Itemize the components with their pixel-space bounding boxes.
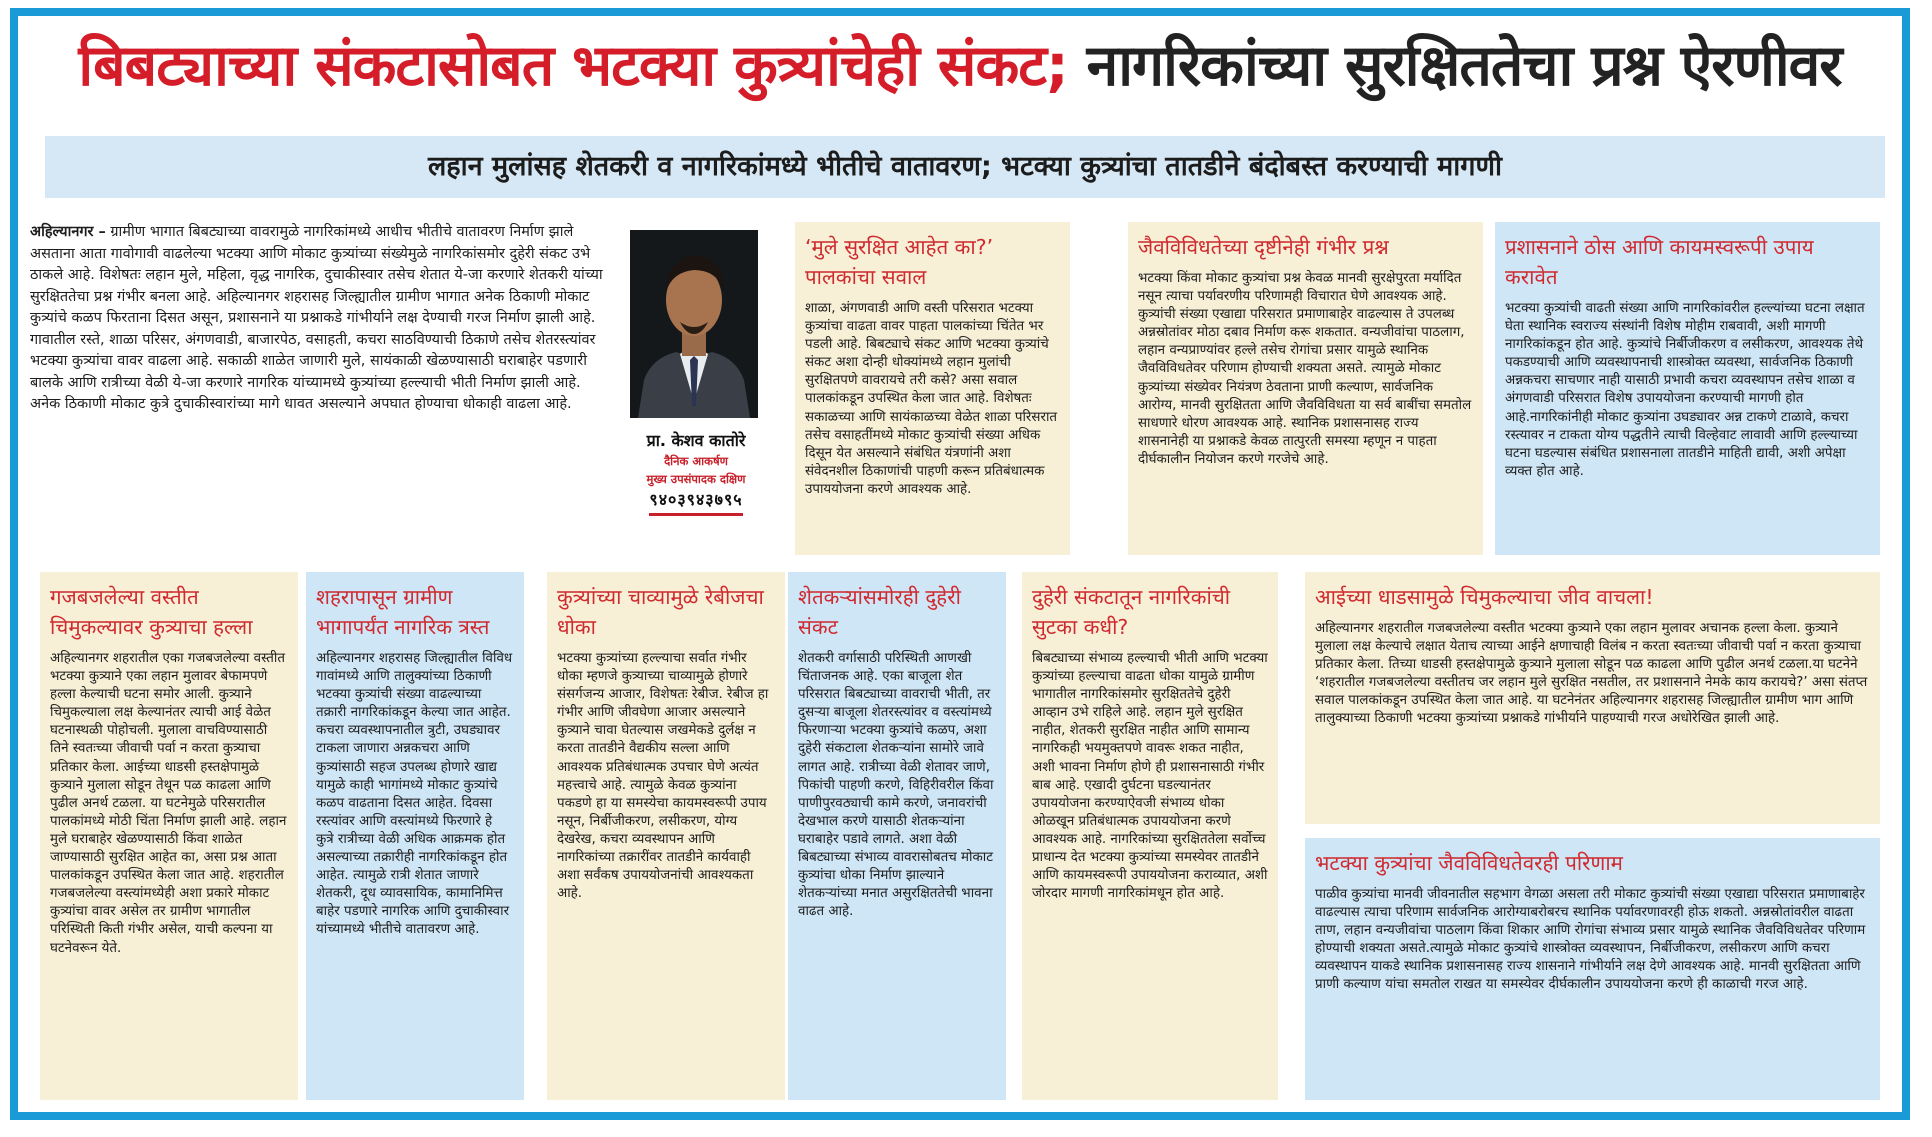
author-byline	[622, 430, 770, 516]
article-title: भटक्या कुत्र्यांचा जैवविविधतेवरही परिणाम	[1315, 851, 1623, 875]
article-title: आईच्या धाडसामुळे चिमुकल्याचा जीव वाचला!	[1315, 585, 1654, 609]
article-title: ‘मुले सुरक्षित आहेत का?’ पालकांचा सवाल	[805, 235, 994, 289]
author-photo-image	[630, 230, 758, 418]
headline	[18, 30, 1902, 102]
article-title: जैवविविधतेच्या दृष्टीनेही गंभीर प्रश्न	[1138, 235, 1389, 259]
article-text: बिबट्याच्या संभाव्य हल्ल्याची भीती आणि भटक्या कुत्र्यांच्या हल्ल्याचा वाढता धोका यामुळे ग्रामीण भागातील नागरिकांसमोर सुरक्षिततेचे दुहेरी आव्हान उभे राहिले आहे. लहान मुले सुरक्षित नाहीत, शेतकरी सुरक्षित नाहीत आणि सामान्य नागरिकही भयमुक्तपणे वावरू शकत नाहीत, अशी भावना निर्माण होणे ही प्रशासनासाठी गंभीर बाब आहे. एखादी दुर्घटना घडल्यानंतर उपाययोजना करण्याऐवजी संभाव्य धोका ओळखून प्रतिबंधात्मक उपाययोजना करणे आवश्यक आहे. नागरिकांच्या सुरक्षिततेला सर्वोच्च प्राधान्य देत भटक्या कुत्र्यांच्या समस्येवर तातडीने आणि कायमस्वरूपी उपाययोजना कराव्यात, अशी जोरदार मागणी नागरिकांमधून होत आहे.	[1032, 651, 1268, 902]
article-title: शहरापासून ग्रामीण भागापर्यंत नागरिक त्रस्त	[316, 585, 490, 639]
article-box-relief-when	[1022, 572, 1278, 1100]
article-text: भटक्या किंवा मोकाट कुत्र्यांचा प्रश्न केवळ मानवी सुरक्षेपुरता मर्यादित नसून त्याचा पर्यावरणीय परिणामही विचारात घेणे आवश्यक आहे. कुत्र्यांची संख्या एखाद्या परिसरात प्रमाणाबाहेर वाढल्यास ते उपलब्ध अन्नस्रोतांवर मोठा दबाव निर्माण करू शकतात. वन्यजीवांचा पाठलाग, लहान वन्यप्राण्यांवर हल्ले तसेच रोगांचा प्रसार यामुळे स्थानिक जैवविविधतेवर परिणाम होण्याची शक्यता असते. त्यामुळे मोकाट कुत्र्यांच्या संख्येवर नियंत्रण ठेवताना प्राणी कल्याण, सार्वजनिक आरोग्य, मानवी सुरक्षितता आणि जैवविविधता या सर्व बाबींचा समतोल साधणारे धोरण आवश्यक आहे. स्थानिक प्रशासनासह राज्य शासनानेही या प्रश्नाकडे केवळ तात्पुरती समस्या म्हणून न पाहता दीर्घकालीन नियोजन करणे गरजेचे आहे.	[1138, 271, 1472, 467]
article-title: कुत्र्यांच्या चाव्यामुळे रेबीजचा धोका	[557, 585, 764, 639]
article-title: दुहेरी संकटातून नागरिकांची सुटका कधी?	[1032, 585, 1231, 639]
headline-red: बिबट्याच्या संकटासोबत भटक्या कुत्र्यांचेही संकट;	[78, 33, 1068, 99]
article-box-biodiversity-impact	[1305, 838, 1880, 1100]
article-box-administration	[1495, 222, 1880, 555]
article-box-mother-courage	[1305, 572, 1880, 824]
article-title: शेतकऱ्यांसमोरही दुहेरी संकट	[798, 585, 961, 639]
article-text: पाळीव कुत्र्यांचा मानवी जीवनातील सहभाग वेगळा असला तरी मोकाट कुत्र्यांची संख्या एखाद्या परिसरात प्रमाणाबाहेर वाढल्यास त्याचा परिणाम सार्वजनिक आरोग्याबरोबरच स्थानिक पर्यावरणावरही होऊ शकतो. अन्नस्रोतांवरील वाढता ताण, लहान वन्यजीवांचा पाठलाग किंवा शिकार आणि रोगांचा संभाव्य प्रसार यामुळे स्थानिक जैवविविधतेवर परिणाम होण्याची शक्यता असते.त्यामुळे मोकाट कुत्र्यांचे शास्त्रोक्त व्यवस्थापन, निर्बीजीकरण, लसीकरण आणि कचरा व्यवस्थापन याकडे स्थानिक प्रशासनासह राज्य शासनाने गांभीर्याने लक्ष देणे आवश्यक आहे. मानवी सुरक्षितता आणि प्राणी कल्याण यांचा समतोल राखत या समस्येवर दीर्घकालीन उपाययोजना करणे ही काळाची गरज आहे.	[1315, 887, 1866, 993]
article-text: अहिल्यानगर शहरातील गजबजलेल्या वस्तीत भटक्या कुत्र्याने एका लहान मुलावर अचानक हल्ला केला. कुत्र्याने मुलाला लक्ष केल्याचे लक्षात येताच त्याच्या आईने क्षणाचाही विलंब न करता स्वतःच्या जीवाची पर्वा न करता कुत्र्याचा प्रतिकार केला. तिच्या धाडसी हस्तक्षेपामुळे कुत्र्याने मुलाला सोडून पळ काढला आणि पुढील अनर्थ टळला.या घटनेने ‘शहरातील गजबजलेल्या वस्तीतच जर लहान मुले सुरक्षित नसतील, तर प्रशासनाने नेमके काय करायचे?’ असा संतप्त सवाल पालकांकडून उपस्थित केला जात आहे. या घटनेनंतर अहिल्यानगर शहरासह जिल्ह्यातील ग्रामीण भाग आणि तालुक्याच्या ठिकाणी भटक्या कुत्र्यांच्या प्रश्नाकडे गांभीर्याने पाहण्याची गरज अधोरेखित झाली आहे.	[1315, 621, 1868, 727]
article-title: गजबजलेल्या वस्तीत चिमुकल्यावर कुत्र्याचा हल्ला	[50, 585, 253, 639]
article-text: भटक्या कुत्र्यांच्या हल्ल्याचा सर्वात गंभीर धोका म्हणजे कुत्र्याच्या चाव्यामुळे होणारे संसर्गजन्य आजार, विशेषतः रेबीज. रेबीज हा गंभीर आणि जीवघेणा आजार असल्याने कुत्र्याने चावा घेतल्यास जखमेकडे दुर्लक्ष न करता तातडीने वैद्यकीय सल्ला आणि आवश्यक प्रतिबंधात्मक उपचार घेणे अत्यंत महत्त्वाचे आहे. त्यामुळे केवळ कुत्र्यांना पकडणे हा या समस्येचा कायमस्वरूपी उपाय नसून, निर्बीजीकरण, लसीकरण, योग्य देखरेख, कचरा व्यवस्थापन आणि नागरिकांच्या तक्रारींवर तातडीने कार्यवाही अशा सर्वंकष उपाययोजनांची आवश्यकता आहे.	[557, 651, 769, 902]
article-text: शेतकरी वर्गासाठी परिस्थिती आणखी चिंताजनक आहे. एका बाजूला शेत परिसरात बिबट्याच्या वावराची भीती, तर दुसऱ्या बाजूला शेतरस्त्यांवर व वस्त्यांमध्ये फिरणाऱ्या भटक्या कुत्र्यांचे कळप, अशा दुहेरी संकटाला शेतकऱ्यांना सामोरे जावे लागत आहे. रात्रीच्या वेळी शेतावर जाणे, पिकांची पाहणी करणे, विहिरीवरील किंवा पाणीपुरवठ्याची कामे करणे, जनावरांची देखभाल करणे यासाठी शेतकऱ्यांना घराबाहेर पडावे लागते. अशा वेळी बिबट्याच्या संभाव्य वावरासोबतच मोकाट कुत्र्यांचा धोका निर्माण झाल्याने शेतकऱ्यांच्या मनात असुरक्षिततेची भावना वाढत आहे.	[798, 651, 994, 920]
article-title: प्रशासनाने ठोस आणि कायमस्वरूपी उपाय करावेत	[1505, 235, 1814, 289]
intro-text: ग्रामीण भागात बिबट्याच्या वावरामुळे नागरिकांमध्ये आधीच भीतीचे वातावरण निर्माण झाले असताना आता गावोगावी वाढलेल्या भटक्या आणि मोकाट कुत्र्यांच्या संख्येमुळे नागरिकांसमोर दुहेरी संकट उभे ठाकले आहे. विशेषतः लहान मुले, महिला, वृद्ध नागरिक, दुचाकीस्वार तसेच शेतात ये-जा करणारे शेतकरी यांच्या सुरक्षिततेचा प्रश्न गंभीर बनला आहे. अहिल्यानगर शहरासह जिल्ह्यातील ग्रामीण भागात अनेक ठिकाणी मोकाट कुत्र्यांचे कळप फिरताना दिसत असून, प्रशासनाने या प्रश्नाकडे गांभीर्याने लक्ष देण्याची गरज निर्माण झाली आहे. गावातील रस्ते, शाळा परिसर, अंगणवाडी, बाजारपेठ, वसाहती, कचरा साठविण्याची ठिकाणे तसेच शेतरस्त्यांवर भटक्या कुत्र्यांचा वावर वाढला आहे. सकाळी शाळेत जाणारी मुले, सायंकाळी खेळण्यासाठी घराबाहेर पडणारी बालके आणि रात्रीच्या वेळी ये-जा करणारे नागरिक यांच्यामध्ये कुत्र्यांच्या हल्ल्याची भीती निर्माण झाली आहे. अनेक ठिकाणी मोकाट कुत्रे दुचाकीस्वारांच्या मागे धावत असल्याने अपघात होण्याचा धोकाही वाढला आहे.	[30, 224, 603, 412]
article-text: भटक्या कुत्र्यांची वाढती संख्या आणि नागरिकांवरील हल्ल्यांच्या घटना लक्षात घेता स्थानिक स्वराज्य संस्थांनी विशेष मोहीम राबवावी, अशी मागणी नागरिकांकडून होत आहे. कुत्र्यांचे निर्बीजीकरण व लसीकरण, आवश्यक तेथे पकडण्याची आणि व्यवस्थापनाची शास्त्रोक्त व्यवस्था, सार्वजनिक ठिकाणी अन्नकचरा साचणार नाही यासाठी प्रभावी कचरा व्यवस्थापन तसेच शाळा व अंगणवाडी परिसरात विशेष उपाययोजना करण्याची मागणी होत आहे.नागरिकांनीही मोकाट कुत्र्यांना उघड्यावर अन्न टाकणे टाळावे, कचरा रस्त्यावर न टाकता योग्य पद्धतीने त्याची विल्हेवाट लावावी आणि हल्ल्याच्या घटना घडल्यास संबंधित प्रशासनाला तातडीने माहिती द्यावी, अशी अपेक्षा व्यक्त होत आहे.	[1505, 301, 1865, 479]
author-publication: दैनिक आकर्षण	[664, 454, 728, 468]
headline-black: नागरिकांच्या सुरक्षिततेचा प्रश्न ऐरणीवर	[1086, 33, 1842, 99]
article-box-child-attack	[40, 572, 298, 1100]
article-text: अहिल्यानगर शहरातील एका गजबजलेल्या वस्तीत भटक्या कुत्र्याने एका लहान मुलावर बेफामपणे हल्ला केल्याची घटना समोर आली. कुत्र्याने चिमुकल्याला लक्ष केल्यानंतर त्याची आई वेळेत घटनास्थळी पोहोचली. मुलाला वाचविण्यासाठी तिने स्वतःच्या जीवाची पर्वा न करता कुत्र्याचा प्रतिकार केला. आईच्या धाडसी हस्तक्षेपामुळे कुत्र्याने मुलाला सोडून तेथून पळ काढला आणि पुढील अनर्थ टळला. या घटनेमुळे परिसरातील पालकांमध्ये मोठी चिंता निर्माण झाली आहे. लहान मुले घराबाहेर खेळण्यासाठी किंवा शाळेत जाण्यासाठी सुरक्षित आहेत का, असा प्रश्न आता पालकांकडून उपस्थित केला जात आहे. शहरातील गजबजलेल्या वस्त्यांमध्येही अशा प्रकारे मोकाट कुत्र्यांचा वावर असेल तर ग्रामीण भागातील परिस्थिती किती गंभीर असेल, याची कल्पना या घटनेवरून येते.	[50, 651, 287, 956]
article-box-citizens-troubled	[306, 572, 524, 1100]
dateline: अहिल्यानगर –	[30, 224, 106, 240]
author-name: प्रा. केशव कातोरे	[646, 431, 746, 450]
intro-article	[30, 222, 615, 416]
author-role: मुख्य उपसंपादक दक्षिण	[646, 472, 746, 486]
article-box-farmers	[788, 572, 1006, 1100]
subheadline: लहान मुलांसह शेतकरी व नागरिकांमध्ये भीतीचे वातावरण; भटक्या कुत्र्यांचा तातडीने बंदोबस्त करण्याची मागणी	[45, 136, 1885, 198]
author-phone: ९४०३९४३७९५	[649, 488, 742, 516]
author-photo	[630, 230, 758, 418]
article-box-biodiversity-concern	[1128, 222, 1483, 555]
article-text: अहिल्यानगर शहरासह जिल्ह्यातील विविध गावांमध्ये आणि तालुक्यांच्या ठिकाणी भटक्या कुत्र्यांची संख्या वाढल्याच्या तक्रारी नागरिकांकडून केल्या जात आहेत. कचरा व्यवस्थापनातील त्रुटी, उघड्यावर टाकला जाणारा अन्नकचरा आणि कुत्र्यांसाठी सहज उपलब्ध होणारे खाद्य यामुळे काही भागांमध्ये मोकाट कुत्र्यांचे कळप वाढताना दिसत आहेत. दिवसा रस्त्यांवर आणि वस्त्यांमध्ये फिरणारे हे कुत्रे रात्रीच्या वेळी अधिक आक्रमक होत असल्याच्या तक्रारीही नागरिकांकडून होत आहेत. त्यामुळे रात्री शेतात जाणारे शेतकरी, दूध व्यावसायिक, कामानिमित्त बाहेर पडणारे नागरिक आणि दुचाकीस्वार यांच्यामध्ये भीतीचे वातावरण आहे.	[316, 651, 513, 938]
article-box-rabies	[547, 572, 785, 1100]
article-box-parents-question	[795, 222, 1070, 555]
article-text: शाळा, अंगणवाडी आणि वस्ती परिसरात भटक्या कुत्र्यांचा वाढता वावर पाहता पालकांच्या चिंतेत भर पडली आहे. बिबट्याचे संकट आणि भटक्या कुत्र्यांचे संकट अशा दोन्ही धोक्यांमध्ये लहान मुलांची सुरक्षितपणे वावरायचे तरी कसे? असा सवाल पालकांकडून उपस्थित केला जात आहे. विशेषतः सकाळच्या आणि सायंकाळच्या वेळेत शाळा परिसरात तसेच वसाहतींमध्ये मोकाट कुत्र्यांची संख्या अधिक दिसून येत असल्याने संबंधित यंत्रणांनी अशा संवेदनशील ठिकाणांची पाहणी करून प्रतिबंधात्मक उपाययोजना करणे आवश्यक आहे.	[805, 301, 1058, 497]
